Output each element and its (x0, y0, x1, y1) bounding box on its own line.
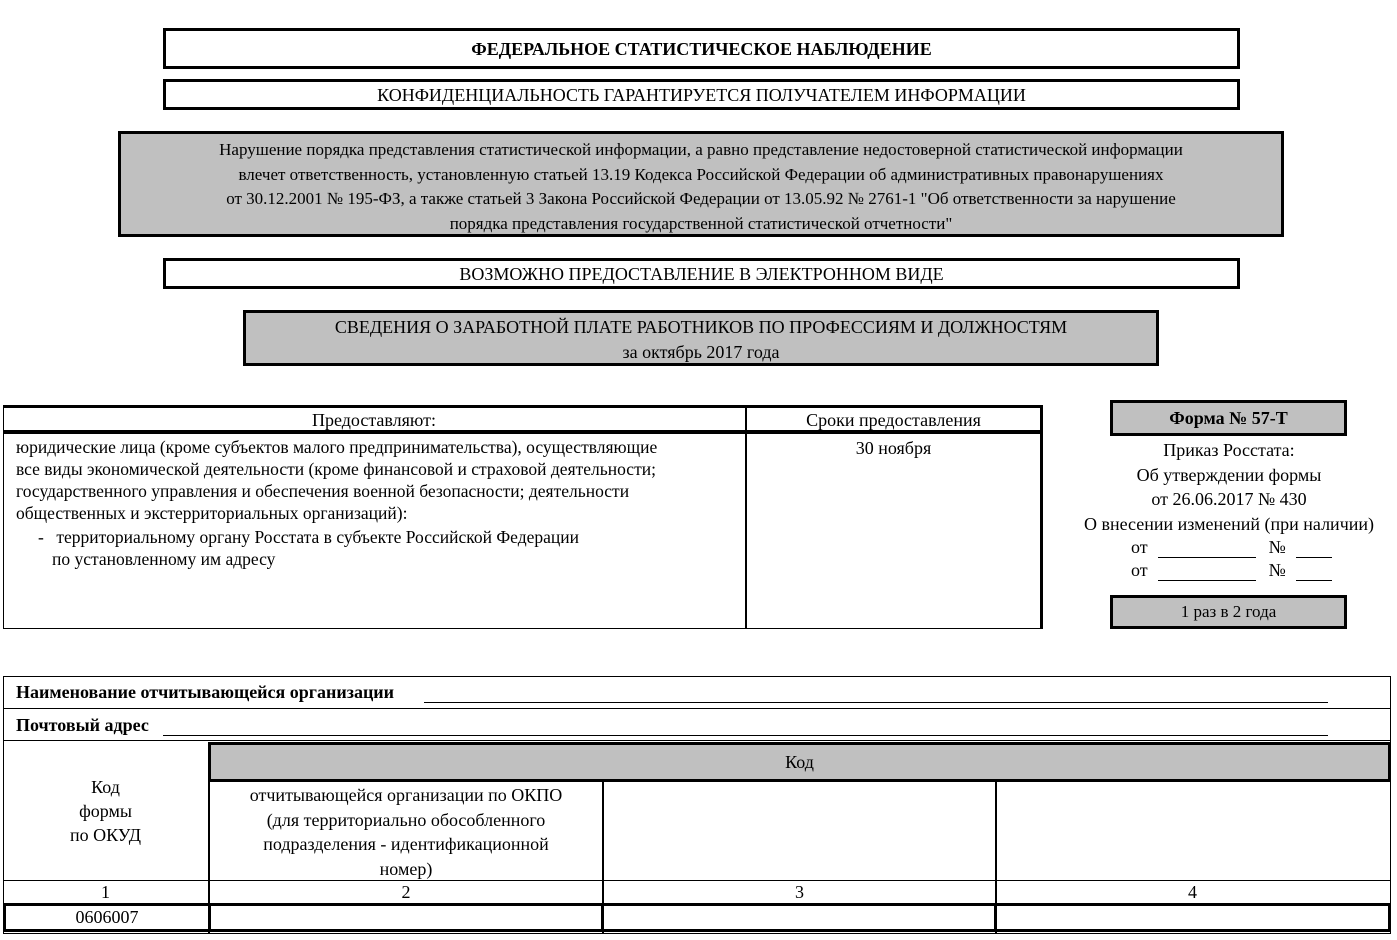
warning-line: порядка представления государственной статистической отчетности" (449, 213, 953, 233)
okpo-header-line: (для территориально обособленного (266, 809, 546, 830)
recipient-line (16, 526, 741, 548)
column-number-4: 4 (1188, 882, 1197, 902)
submitters-description (16, 436, 741, 570)
org-name-field[interactable] (424, 702, 1328, 703)
form-number-box (1110, 400, 1347, 436)
column-header-submitters: Предоставляют: (311, 410, 437, 430)
table-right-border (1040, 405, 1043, 629)
column-number-2: 2 (401, 882, 411, 902)
okpo-header (210, 783, 602, 881)
confidentiality-banner (163, 79, 1240, 110)
electronic-submission-banner (163, 258, 1240, 289)
recipient-text: территориальному органу Росстата в субъекте Российской Федерации (56, 527, 579, 547)
values-right-border (1388, 903, 1391, 932)
electronic-submission-text: ВОЗМОЖНО ПРЕДОСТАВЛЕНИЕ В ЭЛЕКТРОННОМ ВИДЕ (459, 264, 944, 284)
okpo-header-line: отчитывающейся организации по ОКПО (249, 785, 563, 805)
address-row (16, 714, 149, 736)
recipient-address: по установленному им адресу (52, 549, 276, 569)
order-line: от 26.06.2017 № 430 (1151, 489, 1307, 509)
order-line: Об утверждении формы (1136, 464, 1322, 485)
warning-line: влечет ответственность, установленную статьей 13.19 Кодекса Российской Федерации об административных правонарушениях (238, 164, 1164, 184)
address-label: Почтовый адрес (16, 715, 149, 735)
column-number-1: 1 (101, 882, 110, 902)
form-number: Форма № 57-Т (1169, 408, 1288, 428)
deadline-value: 30 ноября (855, 438, 932, 458)
org-name-row (16, 681, 394, 703)
okud-header-line: формы (79, 801, 132, 821)
address-row-divider (3, 740, 1391, 741)
bullet-dash: - (38, 527, 44, 547)
address-field[interactable] (163, 735, 1328, 736)
frequency-text: 1 раз в 2 года (1180, 602, 1277, 621)
okpo-header-line: подразделения - идентификационной (263, 834, 549, 854)
okud-value: 0606007 (75, 907, 139, 927)
submitter-line: юридические лица (кроме субъектов малого предпринимательства), осуществляющие (16, 437, 658, 457)
submitter-line: все виды экономической деятельности (кроме финансовой и страховой деятельности; (16, 459, 656, 479)
from-label: от (1131, 537, 1148, 557)
report-period: за октябрь 2017 года (622, 342, 780, 362)
code-field-3[interactable] (604, 906, 994, 929)
org-name-label: Наименование отчитывающейся организации (16, 682, 395, 702)
warning-line: Нарушение порядка представления статистической информации, а равно представление недостоверной статистической информации (219, 140, 1183, 159)
submitter-line: общественных и экстерриториальных организаций): (16, 503, 408, 523)
submitter-line: государственного управления и обеспечения военной безопасности; деятельности (16, 481, 630, 501)
amendment-number-field[interactable] (1296, 564, 1332, 581)
legal-warning-box (118, 131, 1284, 237)
number-label: № (1268, 560, 1286, 580)
federal-observation-title-text: ФЕДЕРАЛЬНОЕ СТАТИСТИЧЕСКОЕ НАБЛЮДЕНИЕ (471, 39, 932, 59)
code-header-box (208, 742, 1391, 782)
frequency-box (1110, 595, 1347, 629)
order-line: Приказ Росстата: (1163, 440, 1295, 460)
values-bottom-line (3, 929, 1391, 932)
code-header-text: Код (785, 752, 814, 772)
number-label: № (1268, 537, 1286, 557)
column-header-deadline: Сроки предоставления (806, 410, 981, 430)
column-number-3: 3 (795, 882, 804, 902)
amendment-number-field[interactable] (1296, 541, 1332, 558)
order-info (1070, 438, 1388, 536)
order-line: О внесении изменений (при наличии) (1083, 513, 1375, 534)
okud-header-line: Код (91, 777, 120, 797)
okpo-header-line: номер) (379, 858, 433, 879)
org-row-divider (3, 708, 1391, 709)
report-title-box (243, 310, 1159, 366)
amendment-date-field[interactable] (1158, 564, 1256, 581)
amendment-date-field[interactable] (1158, 541, 1256, 558)
amendment-row-1 (1131, 536, 1351, 558)
from-label: от (1131, 560, 1148, 580)
confidentiality-text: КОНФИДЕНЦИАЛЬНОСТЬ ГАРАНТИРУЕТСЯ ПОЛУЧАТЕЛЕМ ИНФОРМАЦИИ (377, 85, 1026, 105)
federal-observation-title (163, 28, 1240, 69)
okud-header (3, 775, 208, 847)
okud-header-line: по ОКУД (70, 825, 141, 845)
okpo-value-field[interactable] (211, 906, 601, 929)
code-field-4[interactable] (997, 906, 1388, 929)
report-title: СВЕДЕНИЯ О ЗАРАБОТНОЙ ПЛАТЕ РАБОТНИКОВ ПО ПРОФЕССИЯМ И ДОЛЖНОСТЯМ (334, 317, 1068, 337)
warning-line: от 30.12.2001 № 195-ФЗ, а также статьей 3 Закона Российской Федерации от 13.05.92 № 2761-1 "Об ответственности за нарушение (226, 189, 1176, 208)
amendment-row-2 (1131, 559, 1351, 581)
